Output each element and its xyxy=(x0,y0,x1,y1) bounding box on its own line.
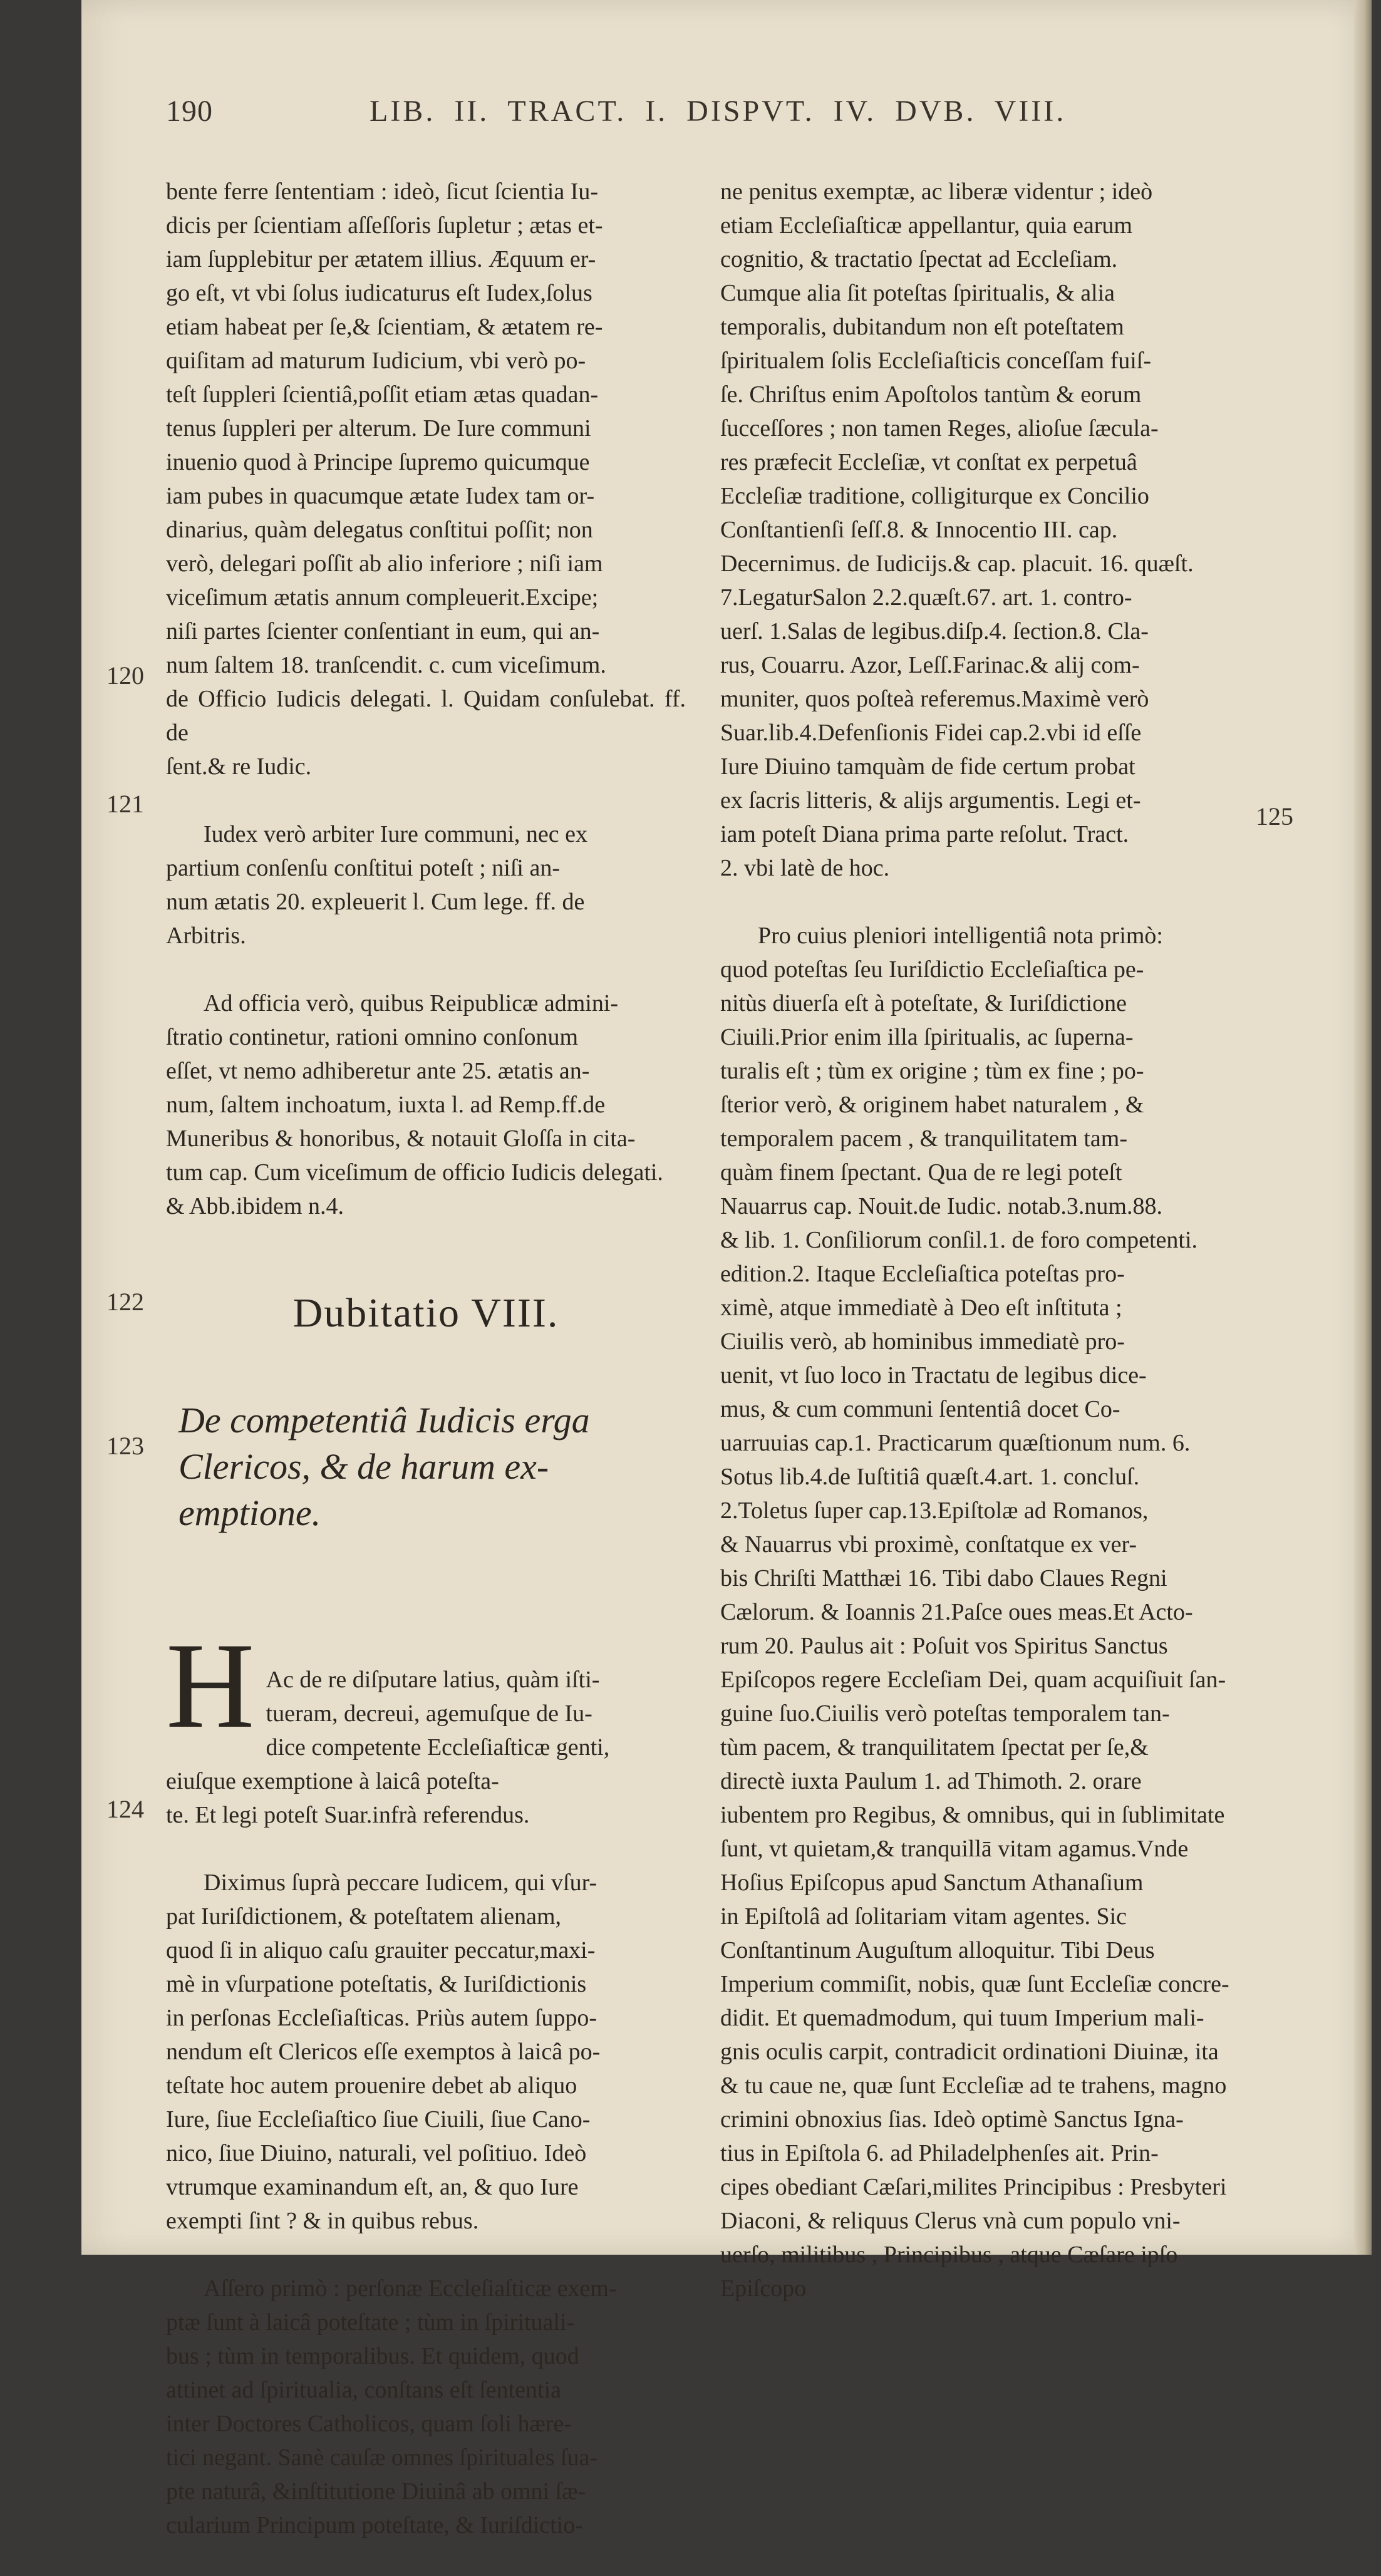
page-header xyxy=(166,94,1231,138)
dubitatio-title: Dubitatio VIII. xyxy=(292,1290,559,1336)
left-column xyxy=(166,141,686,2576)
paragraph-continued: bente ferre ſententiam : ideò, ſicut ſcientia Iu- dicis per ſcientiam aſſeſſoris ſupletur ; ætas et- iam ſupplebitur per ætatem illius. Æquum er- go eſt, vt vbi ſolus iudicaturus eſt Iudex,ſolus etiam habeat per ſe,& ſcientiam, & ætatem re- quiſitam ad maturum Iudicium, vbi verò po- teſt ſuppleri ſcientiâ,poſſit etiam ætas quadan- tenus ſuppleri per alterum. De Iure communi inuenio quod à Principe ſupremo quicumque iam pubes in quacumque ætate Iudex tam or- dinarius, quàm delegatus conſtitui poſſit; non verò, delegari poſſit ab alio inferiore ; niſi iam viceſimum ætatis annum compleuerit.Excipe; niſi partes ſcienter conſentiant in eum, qui an- num ſaltem 18. tranſcendit. c. cum viceſimum. de Officio Iudicis delegati. l. Quidam conſulebat. ff. de ſent.& re Iudic. xyxy=(166,178,686,780)
paragraph-122 xyxy=(166,1595,686,1832)
paragraph-122-text: Ac de re diſputare latius, quàm iſti- tueram, decreui, agemuſque de Iu- dice competente Eccleſiaſticæ genti, eiuſque exemptione à laicâ poteſta- te. Et legi poteſt Suar.infrà referendus. xyxy=(166,1667,610,1828)
dubitatio-subtitle: De competentiâ Iudicis erga Clericos, & de harum ex- emptione. xyxy=(178,1400,590,1533)
margin-number-123: 123 xyxy=(106,1432,144,1460)
paragraph-125: Pro cuius pleniori intelligentiâ nota primò: quod poteſtas ſeu Iuriſdictio Eccleſiaſtica pe- nitùs diuerſa eſt à poteſtate, & Iuriſdictione Ciuili.Prior enim illa ſpiritualis, ac ſuperna- turalis eſt ; tùm ex origine ; tùm ex fine ; po- ſterior verò, & originem habet naturalem , & temporalem pacem , & tranquilitatem tam- quàm finem ſpectant. Qua de re legi poteſt Nauarrus cap. Nouit.de Iudic. notab.3.num.88. & lib. 1. Conſiliorum conſil.1. de foro competenti. edition.2. Itaque Eccleſiaſtica poteſtas pro- ximè, atque immediatè à Deo eſt inſtituta ; Ciuilis verò, ab hominibus immediatè pro- uenit, vt ſuo loco in Tractatu de legibus dice- mus, & cum communi ſententiâ docet Co- uarruuias cap.1. Practicarum quæſtionum num. 6. Sotus lib.4.de Iuſtitiâ quæſt.4.art. 1. concluſ. 2.Toletus ſuper cap.13.Epiſtolæ ad Romanos, & Nauarrus vbi proximè, conſtatque ex ver- bis Chriſti Matthæi 16. Tibi dabo Claues Regni Cælorum. & Ioannis 21.Paſce oues meas.Et Acto- rum 20. Paulus ait : Poſuit vos Spiritus Sanctus Epiſcopos regere Eccleſiam Dei, quam acquiſiuit ſan- guine ſuo.Ciuilis verò poteſtas temporalem tan- tùm pacem, & tranquilitatem ſpectat per ſe,& directè iuxta Paulum 1. ad Thimoth. 2. orare iubentem pro Regibus, & omnibus, qui in ſublimitate ſunt, vt quietam,& tranquillā vitam agamus.Vnde Hoſius Epiſcopus apud Sanctum Athanaſium in Epiſtolâ ad ſolitariam vitam agentes. Sic Conſtantinum Auguſtum alloquitur. Tibi Deus Imperium commiſit, nobis, quæ ſunt Eccleſiæ concre- didit. Et quemadmodum, qui tuum Imperium mali- gnis oculis carpit, contradicit ordinationi Diuinæ, ita & tu caue ne, quæ ſunt Eccleſiæ ad te trahens, magno crimini obnoxius ſias. Ideò optimè Sanctus Igna- tius in Epiſtola 6. ad Philadelphenſes ait. Prin- cipes obediant Cæſari,milites Principibus : Presbyteri Diaconi, & reliquus Clerus vnà cum populo vni- uerſo, militibus , Principibus , atque Cæſare ipſo Epiſcopo xyxy=(720,923,1229,2302)
paragraph-124: Aſſero primò : perſonæ Eccleſiaſticæ exem- ptæ ſunt à laicâ poteſtate ; tùm in ſpirituali- bus ; tùm in temporalibus. Et quidem, quod attinet ad ſpiritualia, conſtans eſt ſententia inter Doctores Catholicos, quam ſoli hære- tici negant. Sanè cauſæ omnes ſpirituales ſua- pte naturâ, &inſtitutione Diuinâ ab omni ſæ- cularium Principum poteſtate, & Iuriſdictio- xyxy=(166,2275,617,2538)
margin-number-124: 124 xyxy=(106,1795,144,1823)
paragraph-continued-right: ne penitus exemptæ, ac liberæ videntur ; ideò etiam Eccleſiaſticæ appellantur, quia earum cognitio, & tractatio ſpectat ad Eccleſiam. Cumque alia ſit poteſtas ſpiritualis, & alia temporalis, dubitandum non eſt poteſtatem ſpiritualem ſolis Eccleſiaſticis conceſſam fuiſ- ſe. Chriſtus enim Apoſtolos tantùm & eorum ſucceſſores ; non tamen Reges, alioſue ſæcula- res præfecit Eccleſiæ, vt conſtat ex perpetuâ Eccleſiæ traditione, colligiturque ex Concilio Conſtantienſi ſeſſ.8. & Innocentio III. cap. Decernimus. de Iudicijs.& cap. placuit. 16. quæſt. 7.LegaturSalon 2.2.quæſt.67. art. 1. contro- uerſ. 1.Salas de legibus.diſp.4. ſection.8. Cla- rus, Couarru. Azor, Leſſ.Farinac.& alij com- muniter, quos poſteà referemus.Maximè verò Suar.lib.4.Defenſionis Fidei cap.2.vbi id eſſe Iure Diuino tamquàm de fide certum probat ex ſacris litteris, & alijs argumentis. Legi et- iam poteſt Diana prima parte reſolut. Tract. 2. vbi latè de hoc. xyxy=(720,178,1194,881)
margin-number-121: 121 xyxy=(106,790,144,818)
paragraph-120: Iudex verò arbiter Iure communi, nec ex partium conſenſu conſtitui poteſt ; niſi an- num ætatis 20. expleuerit l. Cum lege. ff. de Arbitris. xyxy=(166,821,588,949)
running-head: LIB. II. TRACT. I. DISPVT. IV. DVB. VIII. xyxy=(370,95,1067,128)
paragraph-123: Diximus ſuprà peccare Iudicem, qui vſur- pat Iuriſdictionem, & poteſtatem alienam, quod ſi in aliquo caſu grauiter peccatur,maxi- mè in vſurpatione poteſtatis, & Iuriſdictionis in perſonas Eccleſiaſticas. Priùs autem ſuppo- nendum eſt Clericos eſſe exemptos à laicâ po- teſtate hoc autem prouenire debet ab aliquo Iure, ſiue Eccleſiaſtico ſiue Ciuili, ſiue Cano- nico, ſiue Diuino, naturali, vel poſitiuo. Ideò vtrumque examinandum eſt, an, & quo Iure exempti ſint ? & in quibus rebus. xyxy=(166,1870,601,2234)
margin-number-120: 120 xyxy=(106,661,144,690)
margin-number-122: 122 xyxy=(106,1288,144,1316)
paragraph-121: Ad officia verò, quibus Reipublicæ admini- ſtratio continetur, rationi omnino conſonum eſſet, vt nemo adhiberetur ante 25. ætatis an- num, ſaltem inchoatum, iuxta l. ad Remp.ff.de Muneribus & honoribus, & notauit Gloſſa in cita- tum cap. Cum viceſimum de officio Iudicis delegati. & Abb.ibidem n.4. xyxy=(166,990,663,1219)
margin-number-125: 125 xyxy=(1256,802,1293,830)
right-column xyxy=(720,141,1240,2339)
drop-cap-letter: H xyxy=(166,1618,255,1754)
page-binding-edge xyxy=(1354,0,1372,2255)
page-number: 190 xyxy=(166,95,213,128)
